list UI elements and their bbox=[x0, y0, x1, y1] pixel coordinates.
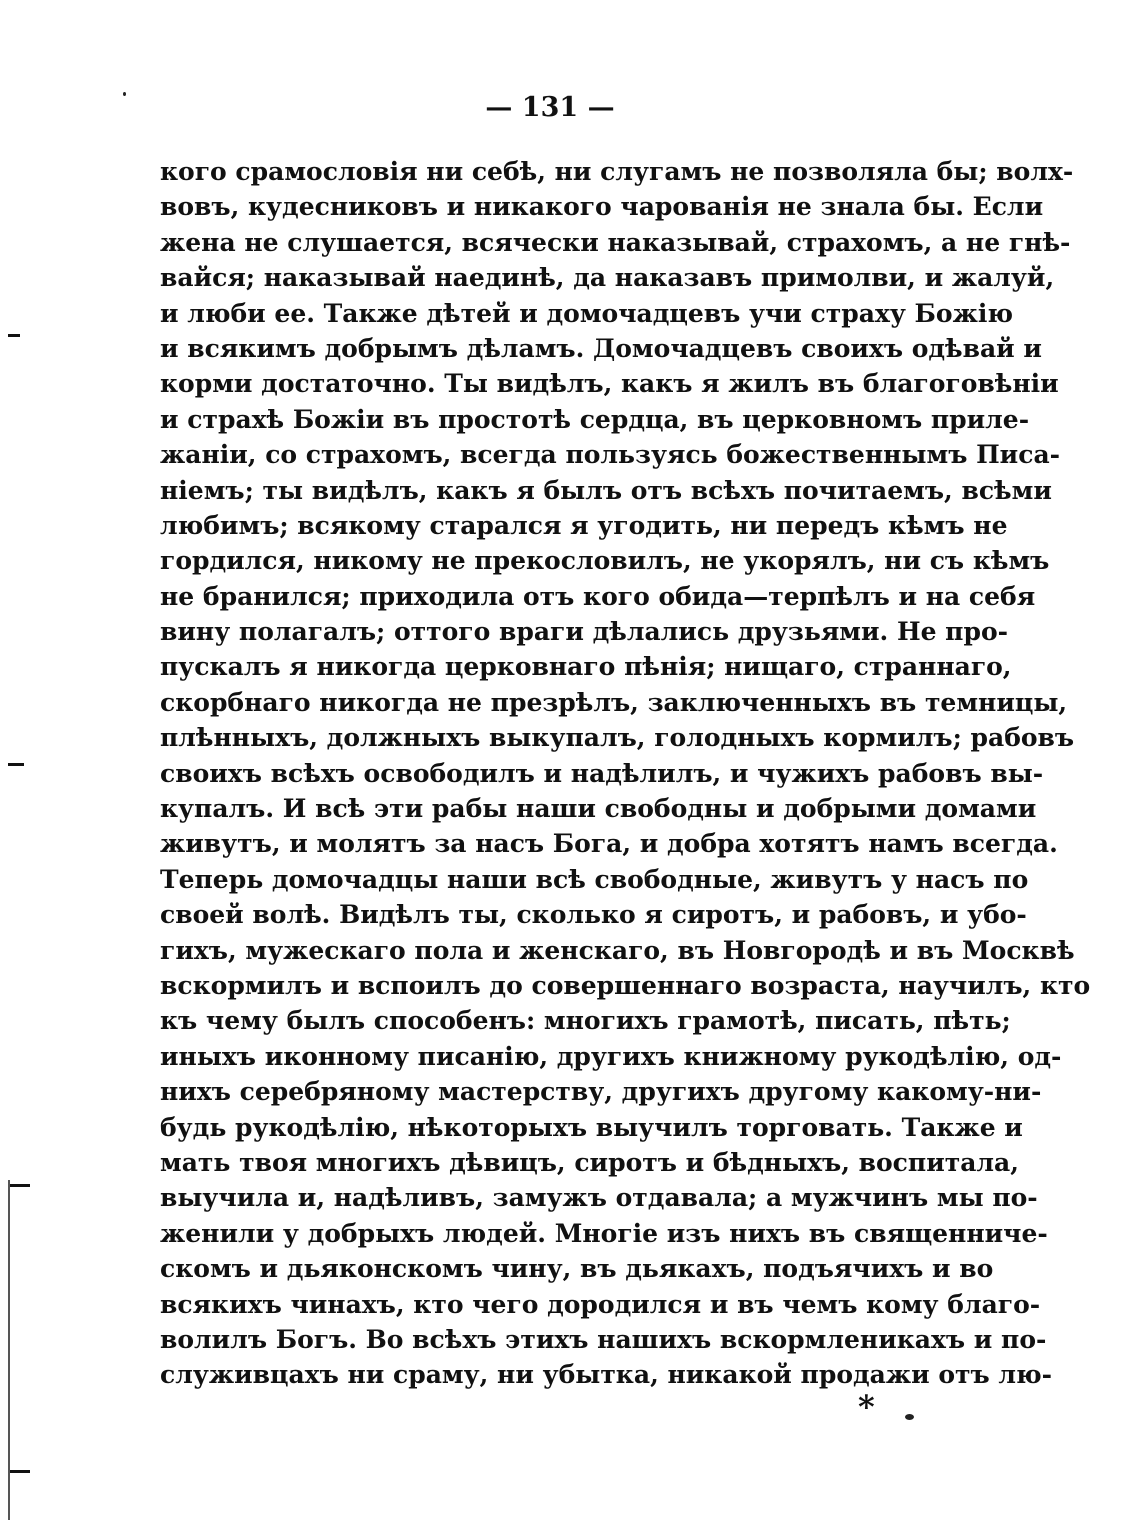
text-line: любимъ; всякому старался я угодить, ни передъ кѣмъ не bbox=[160, 510, 1008, 540]
text-line: волилъ Богъ. Во всѣхъ этихъ нашихъ вскормленикахъ и по- bbox=[160, 1324, 1047, 1354]
text-line: вовъ, кудесниковъ и никакого чарованія не знала бы. Если bbox=[160, 192, 1044, 222]
text-line: будь рукодѣлію, нѣкоторыхъ выучилъ торговать. Также и bbox=[160, 1112, 1023, 1142]
text-line: женили у добрыхъ людей. Многіе изъ нихъ въ священниче- bbox=[160, 1218, 1048, 1248]
text-line: не бранился; приходила отъ кого обида—терпѣлъ и на себя bbox=[160, 581, 1036, 611]
text-line: выучила и, надѣливъ, замужъ отдавала; а мужчинъ мы по- bbox=[160, 1183, 1038, 1213]
page-number: — 131 — bbox=[485, 92, 615, 123]
text-line: плѣнныхъ, должныхъ выкупалъ, голодныхъ кормилъ; рабовъ bbox=[160, 723, 1075, 753]
text-line: пускалъ я никогда церковнаго пѣнія; нищаго, страннаго, bbox=[160, 652, 1012, 682]
text-line: и страхѣ Божіи въ простотѣ сердца, въ церковномъ приле- bbox=[160, 404, 1030, 434]
margin-tick bbox=[8, 1184, 30, 1187]
text-line: скорбнаго никогда не презрѣлъ, заключенныхъ въ темницы, bbox=[160, 687, 1068, 717]
margin-rule bbox=[8, 1180, 10, 1520]
text-block bbox=[160, 154, 1091, 1393]
text-line: нихъ серебряному мастерству, другихъ другому какому-ни- bbox=[160, 1077, 1042, 1107]
text-line: ніемъ; ты видѣлъ, какъ я былъ отъ всѣхъ почитаемъ, всѣми bbox=[160, 475, 1052, 505]
text-line: иныхъ иконному писанію, другихъ книжному рукодѣлію, од- bbox=[160, 1041, 1062, 1071]
margin-tick bbox=[8, 334, 20, 337]
text-line: корми достаточно. Ты видѣлъ, какъ я жилъ въ благоговѣніи bbox=[160, 369, 1059, 399]
text-line: вайся; наказывай наединѣ, да наказавъ примолви, и жалуй, bbox=[160, 263, 1055, 293]
text-line: вскормилъ и вспоилъ до совершеннаго возраста, научилъ, кто bbox=[160, 970, 1091, 1000]
text-line: служивцахъ ни сраму, ни убытка, никакой продажи отъ лю- bbox=[160, 1360, 1053, 1390]
text-line: мать твоя многихъ дѣвицъ, сиротъ и бѣдныхъ, воспитала, bbox=[160, 1147, 1019, 1177]
text-line: Теперь домочадцы наши всѣ свободные, живутъ у насъ по bbox=[160, 864, 1029, 894]
text-line: своей волѣ. Видѣлъ ты, сколько я сиротъ, и рабовъ, и убо- bbox=[160, 900, 1027, 930]
text-line: своихъ всѣхъ освободилъ и надѣлилъ, и чужихъ рабовъ вы- bbox=[160, 758, 1044, 788]
margin-tick bbox=[8, 763, 24, 766]
text-line: купалъ. И всѣ эти рабы наши свободны и добрыми домами bbox=[160, 794, 1037, 824]
text-line: кого срамословія ни себѣ, ни слугамъ не позволяла бы; волх- bbox=[160, 157, 1074, 186]
text-line: гордился, никому не прекословилъ, не укорялъ, ни съ кѣмъ bbox=[160, 546, 1050, 576]
text-line: вину полагалъ; оттого враги дѣлались друзьями. Не про- bbox=[160, 617, 1009, 647]
scan-speck bbox=[905, 1414, 914, 1420]
text-line: живутъ, и молятъ за насъ Бога, и добра хотятъ намъ всегда. bbox=[160, 829, 1058, 859]
margin-tick bbox=[8, 1470, 30, 1473]
scan-speck bbox=[123, 92, 126, 96]
text-line: жена не слушается, всячески наказывай, страхомъ, а не гнѣ- bbox=[160, 227, 1071, 257]
text-line: гихъ, мужескаго пола и женскаго, въ Новгородѣ и въ Москвѣ bbox=[160, 935, 1075, 965]
text-line: и всякимъ добрымъ дѣламъ. Домочадцевъ своихъ одѣвай и bbox=[160, 333, 1042, 363]
text-line: къ чему былъ способенъ: многихъ грамотѣ, писать, пѣть; bbox=[160, 1006, 1011, 1036]
signature-mark: * bbox=[858, 1388, 875, 1426]
text-line: всякихъ чинахъ, кто чего дородился и въ чемъ кому благо- bbox=[160, 1289, 1041, 1319]
text-line: жаніи, со страхомъ, всегда пользуясь божественнымъ Писа- bbox=[160, 440, 1061, 470]
text-line: скомъ и дьяконскомъ чину, въ дьякахъ, подъячихъ и во bbox=[160, 1254, 994, 1284]
text-line: и люби ее. Также дѣтей и домочадцевъ учи страху Божію bbox=[160, 298, 1013, 328]
